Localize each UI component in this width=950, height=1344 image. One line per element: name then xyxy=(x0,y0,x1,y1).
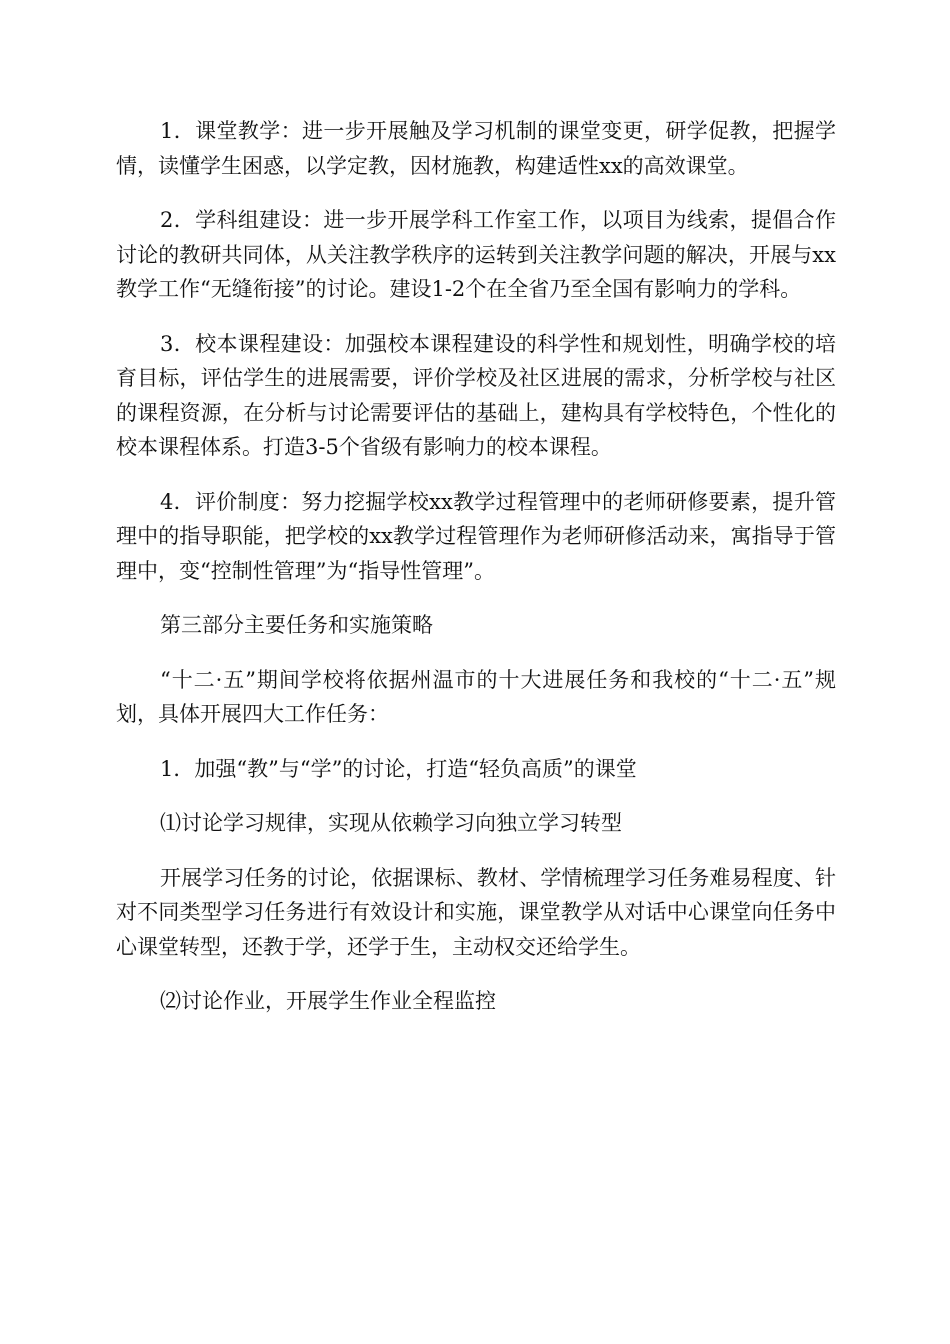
paragraph-learning-tasks: 开展学习任务的讨论，依据课标、教材、学情梳理学习任务难易程度、针对不同类型学习任务进行有效设计和实施，课堂教学从对话中心课堂向任务中心课堂转型，还教于学，还学于生，主动权交还给学生。 xyxy=(116,865,836,959)
paragraph-section-intro: “十二·五”期间学校将依据州温市的十大进展任务和我校的“十二·五”规划，具体开展四大工作任务： xyxy=(116,667,836,726)
section-heading: 第三部分主要任务和实施策略 xyxy=(160,613,433,637)
subheading-teaching-learning: 1．加强“教”与“学”的讨论，打造“轻负高质”的课堂 xyxy=(160,756,637,781)
paragraph-school-curriculum: 3．校本课程建设：加强校本课程建设的科学性和规划性，明确学校的培育目标，评估学生的进展需要，评价学校及社区进展的需求，分析学校与社区的课程资源，在分析与讨论需要评估的基础上，建构具有学校特色，个性化的校本课程体系。打造3-5个省级有影响力的校本课程。 xyxy=(116,331,836,459)
subheading-learning-rules: ⑴讨论学习规律，实现从依赖学习向独立学习转型 xyxy=(160,811,622,835)
paragraph-classroom-teaching: 1．课堂教学：进一步开展触及学习机制的课堂变更，研学促教，把握学情，读懂学生困惑，以学定教，因材施教，构建适性xx的高效课堂。 xyxy=(116,119,836,178)
subheading-homework: ⑵讨论作业，开展学生作业全程监控 xyxy=(160,989,496,1013)
paragraph-evaluation-system: 4．评价制度：努力挖掘学校xx教学过程管理中的老师研修要素，提升管理中的指导职能，把学校的xx教学过程管理作为老师研修活动来，寓指导于管理中，变“控制性管理”为“指导性管理”。 xyxy=(116,489,836,583)
document-body xyxy=(116,114,836,1019)
paragraph-subject-group: 2．学科组建设：进一步开展学科工作室工作，以项目为线索，提倡合作讨论的教研共同体，从关注教学秩序的运转到关注教学问题的解决，开展与xx教学工作“无缝衔接”的讨论。建设1-2个在全省乃至全国有影响力的学科。 xyxy=(116,208,836,301)
